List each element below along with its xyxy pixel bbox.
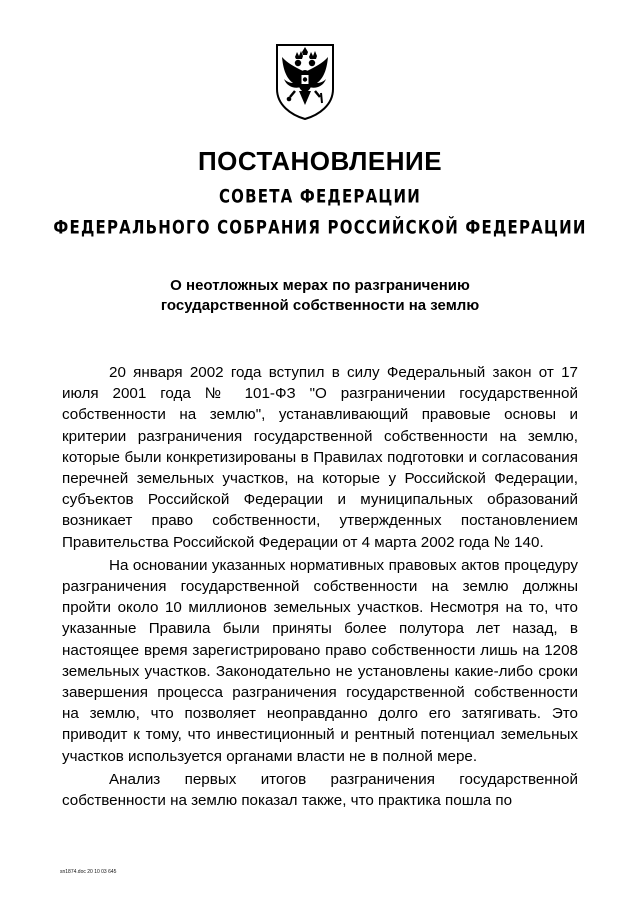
paragraph-2: На основании указанных нормативных правовых актов процедуру разграничения государственной собственности на землю должны пройти около 10 миллионов земельных участков. Несмотря на то, что указанные Правила были приняты более полутора лет назад, в настоящее время зарегистрировано право собственности лишь на 1208 земельных участков. Законодательно не установлены какие-либо сроки завершения процесса разграничения государственной собственности на землю, что позволяет неоправданно долго его затягивать. Это приводит к тому, что инвестиционный и рентный потенциал земельных участков используется органами власти не в полной мере. <box>62 556 578 765</box>
file-footer: sn1874.doc 20 10 03 645 <box>60 869 117 875</box>
subject-line-2: государственной собственности на землю <box>160 297 480 314</box>
subject-line-1: О неотложных мерах по разграничению <box>170 277 470 294</box>
document-subject <box>90 276 550 316</box>
issuing-body-line-2: ФЕДЕРАЛЬНОГО СОБРАНИЯ РОССИЙСКОЙ ФЕДЕРАЦИИ <box>53 215 587 239</box>
paragraph-1: 20 января 2002 года вступил в силу Федеральный закон от 17 июля 2001 года № 101-ФЗ "О разграничении государственной собственности на землю", устанавливающий правовые основы и критерии разграничения государственной собственности на землю, которые были конкретизированы в Правилах подготовки и согласования перечней земельных участков, на которые у Российской Федерации, субъектов Российской Федерации и муниципальных образований возникает право собственности, утвержденных постановлением Правительства Российской Федерации от 4 марта 2002 года № 140. <box>62 364 578 551</box>
document-body <box>62 362 578 813</box>
coat-of-arms-icon <box>273 43 337 121</box>
document-title: ПОСТАНОВЛЕНИЕ <box>197 146 443 176</box>
issuing-body-line-1: СОВЕТА ФЕДЕРАЦИИ <box>218 184 422 208</box>
paragraph-3: Анализ первых итогов разграничения государственной собственности на землю показал также, что практика пошла по <box>62 770 578 810</box>
